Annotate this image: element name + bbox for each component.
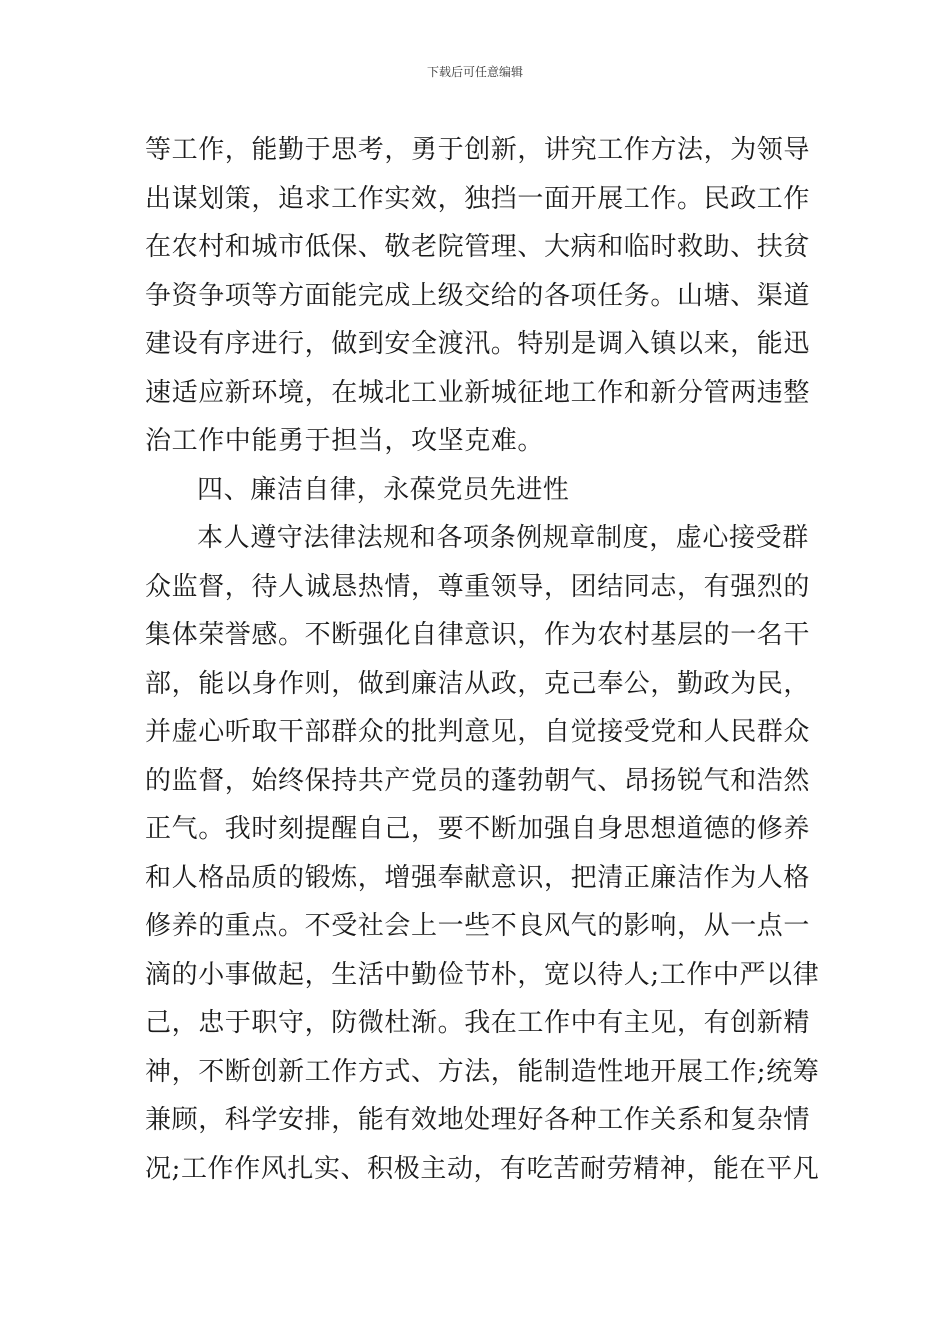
text-line: 并虚心听取干部群众的批判意见，自觉接受党和人民群众	[145, 717, 811, 747]
paragraph-first-line: 本人遵守法律法规和各项条例规章制度，虚心接受群	[197, 523, 809, 553]
section-heading: 四、廉洁自律，永葆党员先进性	[197, 474, 570, 505]
text-line: 出谋划策，追求工作实效，独挡一面开展工作。民政工作	[145, 183, 811, 214]
text-line: 众监督，待人诚恳热情，尊重领导，团结同志，有强烈的	[145, 571, 811, 602]
text-line: 治工作中能勇于担当，攻坚克难。	[145, 426, 545, 456]
text-line: 修养的重点。不受社会上一些不良风气的影响，从一点一	[145, 911, 811, 941]
text-line: 己，忠于职守，防微杜渐。我在工作中有主见，有创新精	[145, 1008, 811, 1038]
text-line: 等工作，能勤于思考，勇于创新，讲究工作方法，为领导	[145, 135, 811, 165]
document-body	[145, 126, 820, 1193]
text-line: 建设有序进行，做到安全渡汛。特别是调入镇以来，能迅	[145, 329, 811, 359]
text-line: 正气。我时刻提醒自己，要不断加强自身思想道德的修养	[145, 814, 811, 844]
text-line: 滴的小事做起，生活中勤俭节朴，宽以待人;工作中严以律	[145, 959, 820, 990]
text-line: 神，不断创新工作方式、方法，能制造性地开展工作;统筹	[145, 1056, 820, 1087]
text-line: 争资争项等方面能完成上级交给的各项任务。山塘、渠道	[145, 280, 811, 311]
page-header: 下载后可任意编辑	[426, 65, 523, 79]
text-line: 速适应新环境，在城北工业新城征地工作和新分管两违整	[145, 377, 811, 408]
text-line: 况;工作作风扎实、积极主动，有吃苦耐劳精神，能在平凡	[145, 1153, 820, 1184]
text-line: 的监督，始终保持共产党员的蓬勃朝气、昂扬锐气和浩然	[145, 765, 811, 796]
text-line: 兼顾，科学安排，能有效地处理好各种工作关系和复杂情	[145, 1105, 811, 1135]
text-line: 和人格品质的锻炼，增强奉献意识，把清正廉洁作为人格	[145, 862, 811, 893]
text-line: 部，能以身作则，做到廉洁从政，克己奉公，勤政为民，	[145, 668, 811, 699]
text-line: 在农村和城市低保、敬老院管理、大病和临时救助、扶贫	[145, 232, 811, 262]
text-line: 集体荣誉感。不断强化自律意识，作为农村基层的一名干	[145, 620, 811, 650]
